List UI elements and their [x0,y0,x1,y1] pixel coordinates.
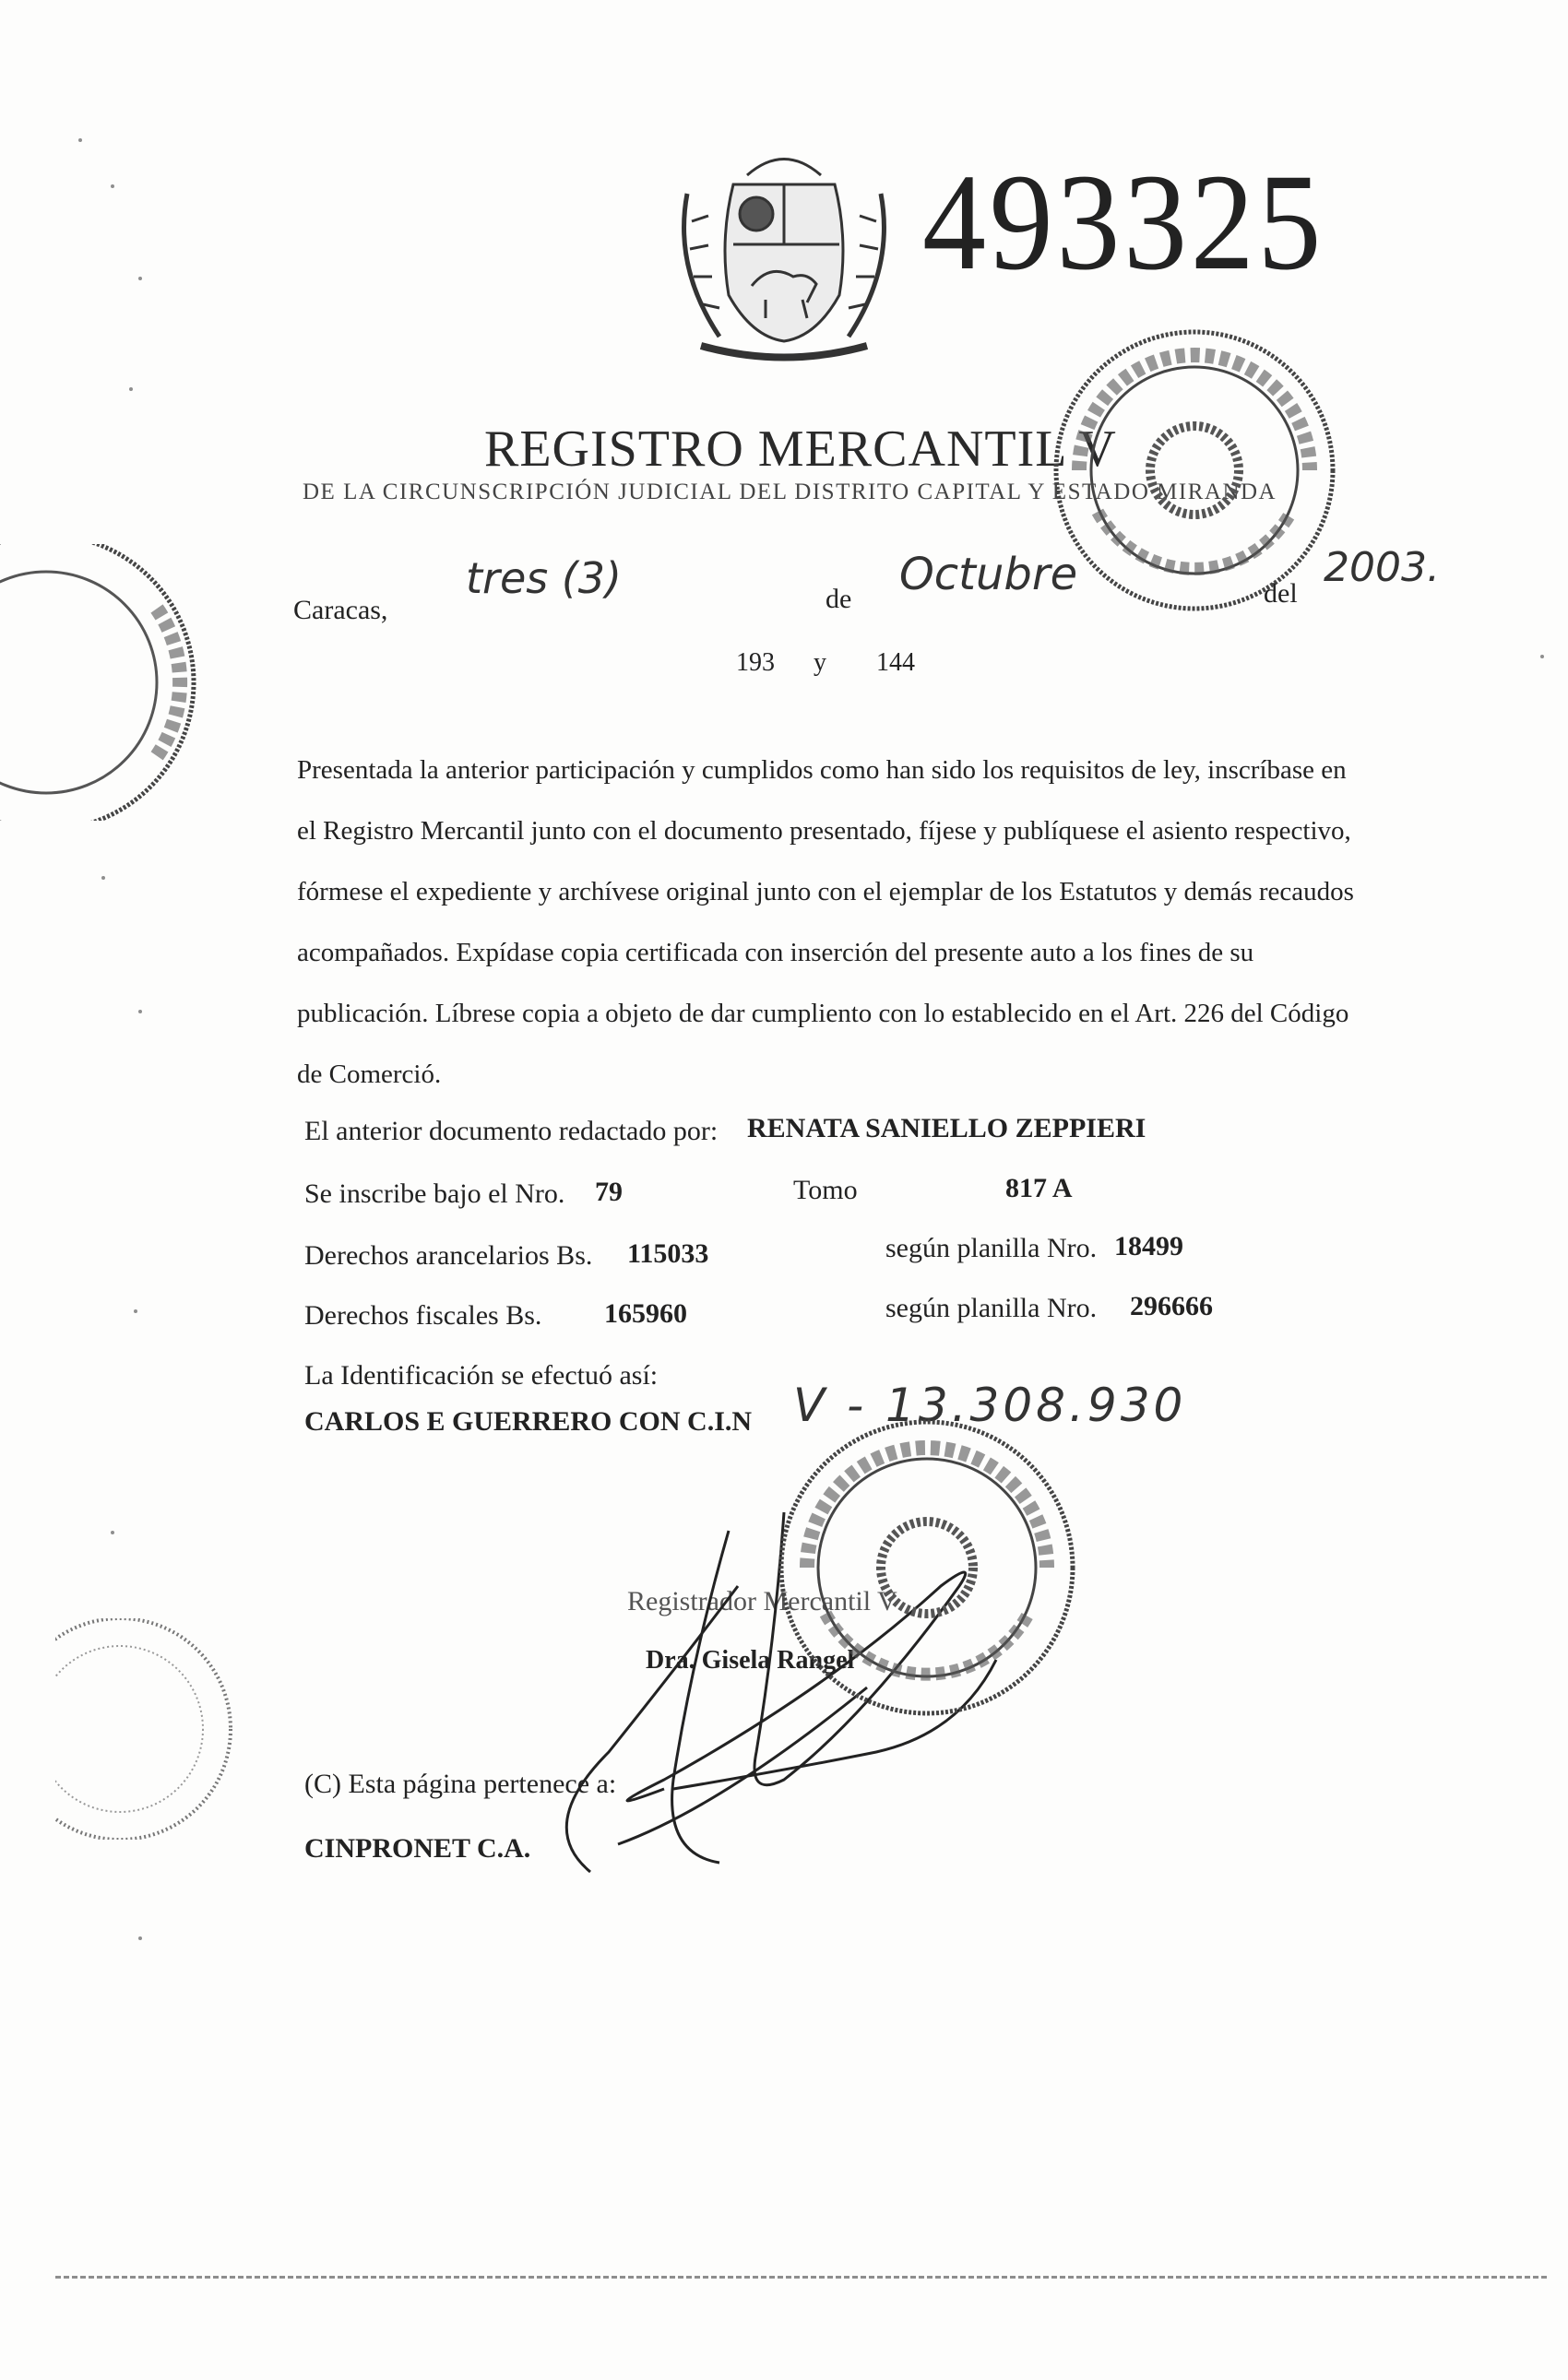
tomo-label: Tomo [793,1175,858,1205]
signatory-name: Dra. Gisela Rangel [646,1646,855,1675]
official-stamp-top [1042,318,1347,622]
drafted-by-label: El anterior documento redactado por: [304,1116,719,1146]
del-label: del [1264,578,1298,609]
tomo-value: 817 A [1005,1173,1073,1203]
paragraph-line: el Registro Mercantil junto con el documento presentado, fíjese y publíquese el asiento respectivo, [297,816,1351,846]
arancelarios-label: Derechos arancelarios Bs. [304,1240,593,1271]
scan-speck [1540,655,1544,658]
inscribe-number: 79 [595,1177,623,1207]
identificacion-value: CARLOS E GUERRERO CON C.I.N [304,1406,753,1437]
paragraph-line: publicación. Líbrese copia a objeto de dar cumpliento con lo establecido en el Art. 226 del Código [297,999,1349,1028]
era-y: y [814,648,826,677]
arancelarios-value: 115033 [627,1238,709,1269]
handwritten-day: tres (3) [466,553,622,603]
planilla-label-1: según planilla Nro. [885,1233,1098,1263]
handwritten-id-number: V - 13.308.930 [793,1379,1187,1432]
page-subtitle: DE LA CIRCUNSCRIPCIÓN JUDICIAL DEL DISTRITO CAPITAL Y ESTADO MIRANDA [303,480,1277,504]
body-paragraph [297,740,1450,1105]
scan-speck [129,387,133,391]
scan-speck [78,138,82,142]
scan-speck [138,1936,142,1940]
company-name: CINPRONET C.A. [304,1833,531,1864]
handwritten-month: Octubre [899,549,1078,600]
identificacion-label: La Identificación se efectuó así: [304,1360,659,1391]
scan-speck [111,184,114,188]
paragraph-line: acompañados. Expídase copia certificada con inserción del presente auto a los fines de su [297,938,1254,967]
paragraph-line: de Comerció. [297,1060,442,1089]
signatory-role: Registrador Mercantil V [627,1586,897,1616]
drafted-by-name: RENATA SANIELLO ZEPPIERI [747,1113,1146,1143]
page-bottom-edge [55,2276,1550,2279]
inscribe-label: Se inscribe bajo el Nro. [304,1178,565,1209]
planilla-label-2: según planilla Nro. [885,1293,1098,1323]
document-number: 493325 [922,146,1325,299]
partial-stamp-left-lower [55,1618,249,1840]
scan-speck [138,1010,142,1013]
scan-speck [134,1309,137,1313]
paragraph-line: fórmese el expediente y archívese original junto con el ejemplar de los Estatutos y demás recaudos [297,877,1354,906]
paragraph-line: Presentada la anterior participación y cumplidos como han sido los requisitos de ley, inscríbase en [297,755,1347,785]
era-year-1: 193 [736,648,775,677]
page-title: REGISTRO MERCANTIL V [484,420,1117,478]
scan-speck [101,876,105,880]
era-year-2: 144 [876,648,915,677]
city-label: Caracas, [293,595,388,625]
de-label: de [826,584,852,614]
handwritten-year: 2003. [1324,544,1440,591]
planilla-value-1: 18499 [1114,1231,1183,1261]
partial-stamp-left [0,544,258,821]
belongs-label: (C) Esta página pertenece a: [304,1769,617,1799]
fiscales-label: Derechos fiscales Bs. [304,1300,542,1331]
scan-speck [138,277,142,280]
planilla-value-2: 296666 [1130,1291,1213,1321]
coat-of-arms-icon [664,138,904,383]
official-stamp-bottom [766,1411,1088,1724]
fiscales-value: 165960 [604,1298,687,1329]
scan-speck [111,1531,114,1534]
